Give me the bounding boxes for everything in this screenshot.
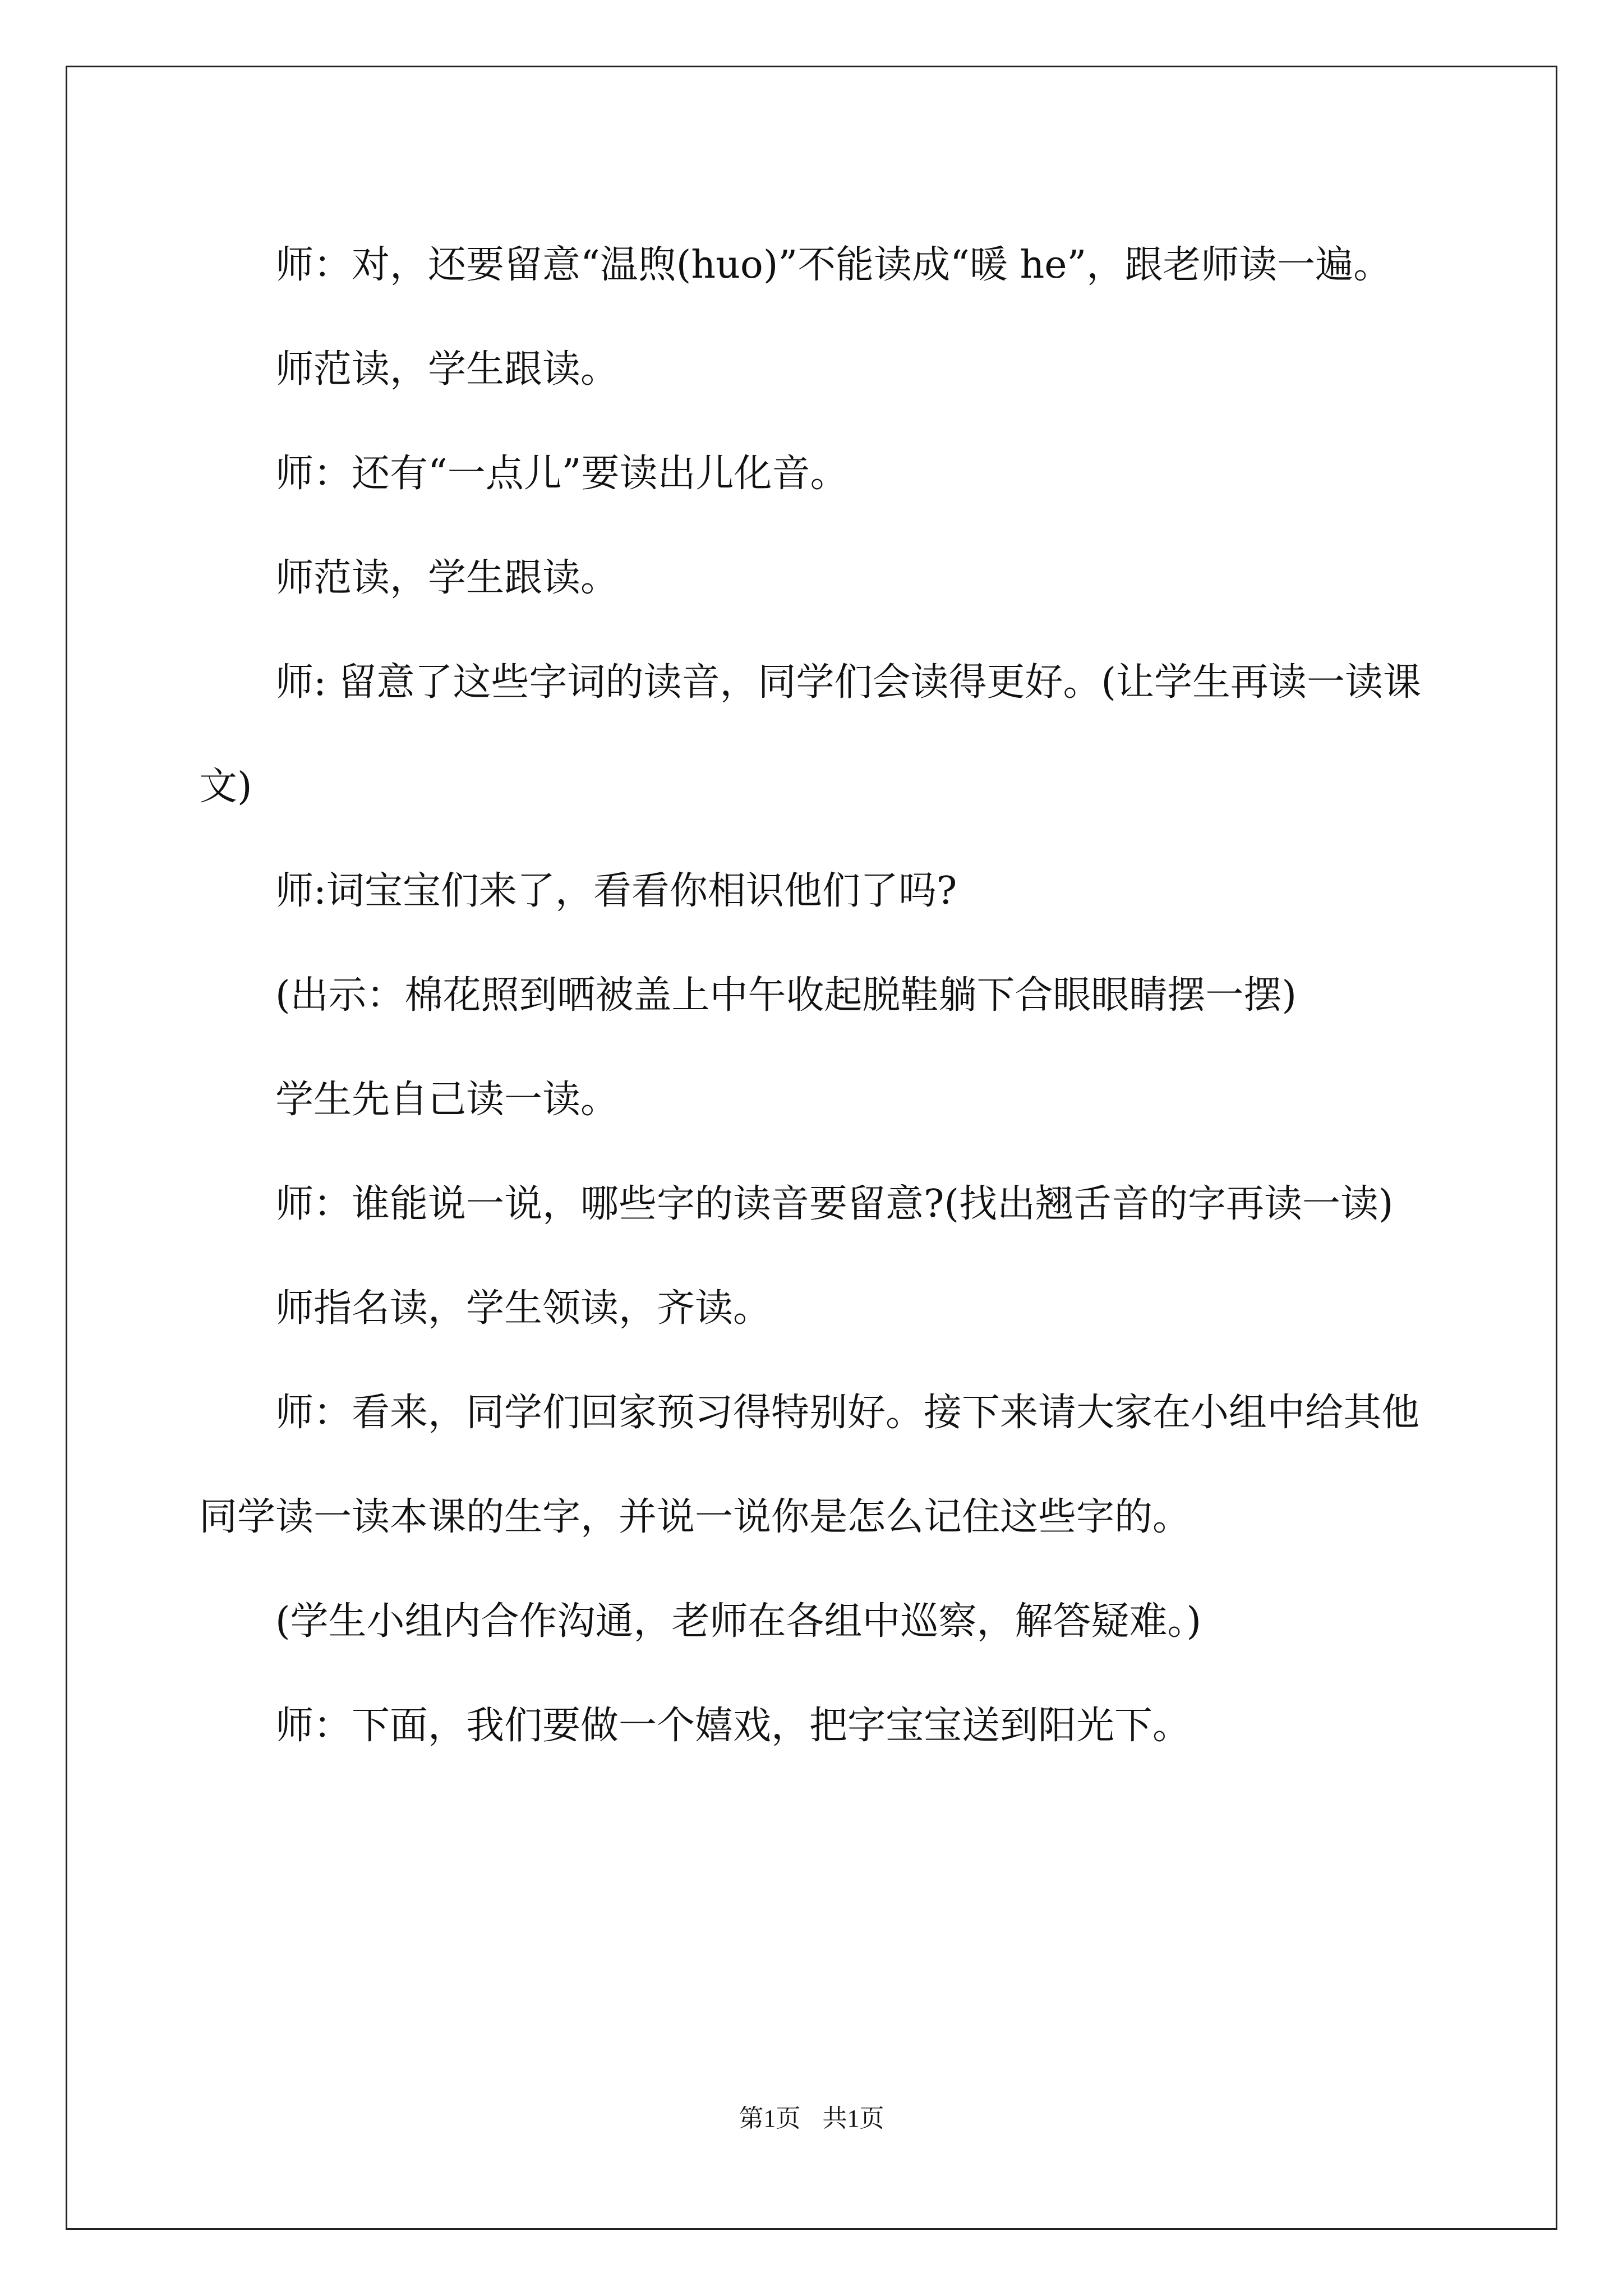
paragraph: 师：看来，同学们回家预习得特别好。接下来请大家在小组中给其他同学读一读本课的生字，并说一说你是怎么记住这些字的。 (199, 1391, 1420, 1539)
page-total: 共1页 (822, 2105, 884, 2132)
paragraph: 师：对，还要留意“温煦(huo)”不能读成“暖 he”，跟老师读一遍。 (275, 243, 1392, 287)
paragraph: 学生先自己读一读。 (275, 1078, 619, 1122)
paragraph: 师：还有“一点儿”要读出儿化音。 (275, 452, 849, 496)
paragraph: 师范读，学生跟读。 (275, 556, 619, 600)
paragraph: (学生小组内合作沟通，老师在各组中巡察，解答疑难。) (275, 1599, 1202, 1644)
page-footer (0, 2098, 1623, 2134)
paragraph: (出示：棉花照到晒被盖上中午收起脱鞋躺下合眼眼睛摆一摆) (275, 973, 1297, 1018)
paragraph: 师：谁能说一说，哪些字的读音要留意?(找出翘舌音的字再读一读) (275, 1182, 1394, 1226)
paragraph: 师范读，学生跟读。 (275, 347, 619, 392)
document-body (199, 213, 1430, 1778)
page-number: 第1页 (739, 2105, 801, 2132)
paragraph: 师:词宝宝们来了，看看你相识他们了吗? (275, 869, 957, 913)
paragraph: 师：下面，我们要做一个嬉戏，把字宝宝送到阳光下。 (275, 1704, 1191, 1748)
paragraph: 师指名读，学生领读，齐读。 (275, 1286, 772, 1331)
paragraph: 师: 留意了这些字词的读音，同学们会读得更好。(让学生再读一读课文) (199, 660, 1422, 809)
